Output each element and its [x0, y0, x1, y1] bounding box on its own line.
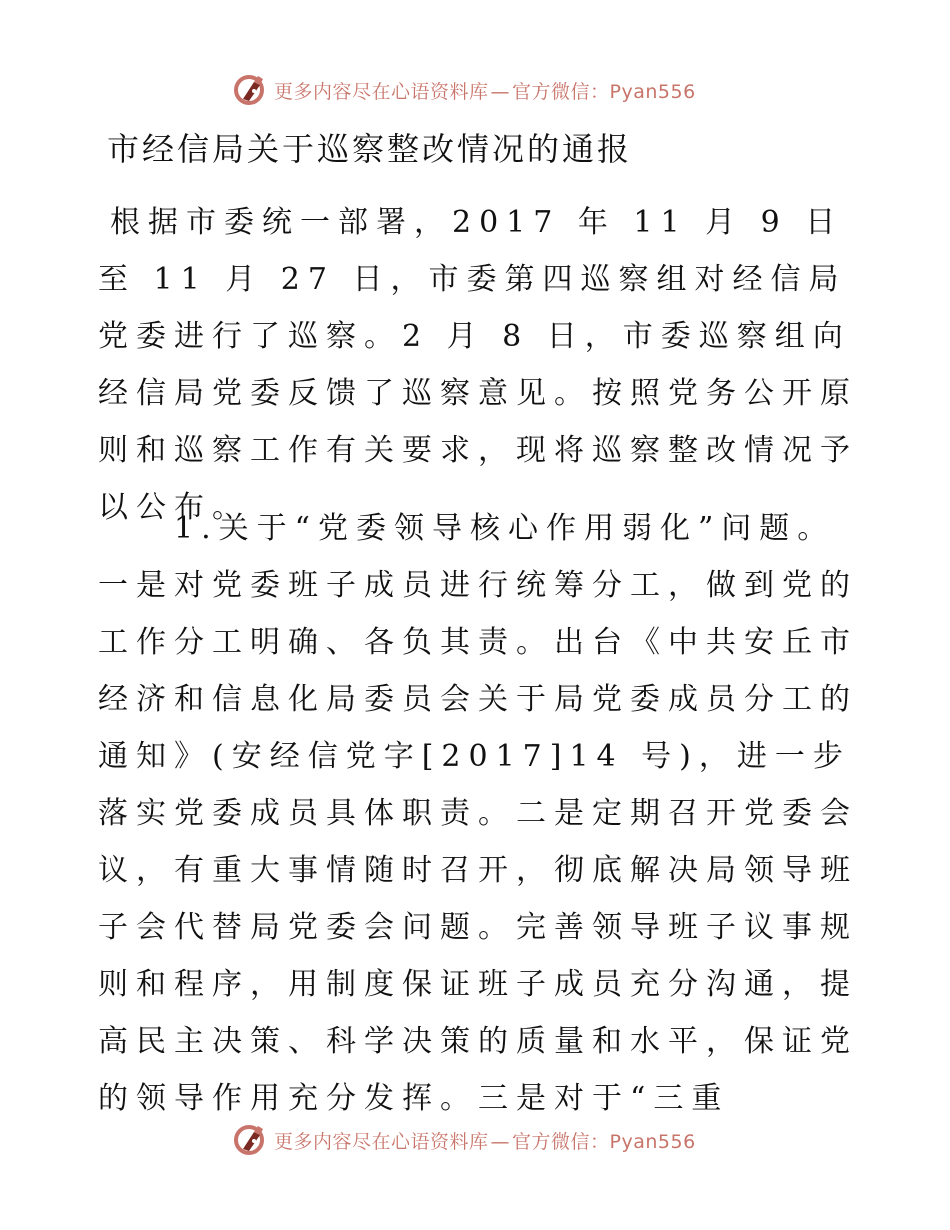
paragraph-intro-text: 根据市委统一部署，2017 年 11 月 9 日至 11 月 27 日，市委第四巡察组对经信局党委进行了巡察。2 月 8 日，市委巡察组向经信局党委反馈了巡察意见。按照党务公开原则和巡察工作有关要求，现将巡察整改情况予以公布。 — [98, 205, 858, 525]
watermark-text: 更多内容尽在心语资料库 — 官方微信：Pyan556 — [274, 1130, 696, 1153]
watermark-text: 更多内容尽在心语资料库 — 官方微信：Pyan556 — [274, 80, 696, 103]
pen-nib-logo-icon — [232, 72, 268, 108]
watermark-banner-top — [232, 72, 732, 108]
paragraph-item-1 — [98, 500, 858, 1127]
paragraph-intro — [98, 194, 858, 536]
document-title: 市经信局关于巡察整改情况的通报 — [107, 130, 633, 168]
paragraph-item-1-text: 1.关于“党委领导核心作用弱化”问题。一是对党委班子成员进行统筹分工，做到党的工作分工明确、各负其责。出台《中共安丘市经济和信息化局委员会关于局党委成员分工的通知》(安经信党字[2017]14 号)，进一步落实党委成员具体职责。二是定期召开党委会议，有重大事情随时召开，彻底解决局领导班子会代替局党委会问题。完善领导班子议事规则和程序，用制度保证班子成员充分沟通，提高民主决策、科学决策的质量和水平，保证党的领导作用充分发挥。三是对于“三重 — [98, 511, 858, 1116]
watermark-banner-bottom — [232, 1122, 732, 1158]
pen-nib-logo-icon — [232, 1122, 268, 1158]
